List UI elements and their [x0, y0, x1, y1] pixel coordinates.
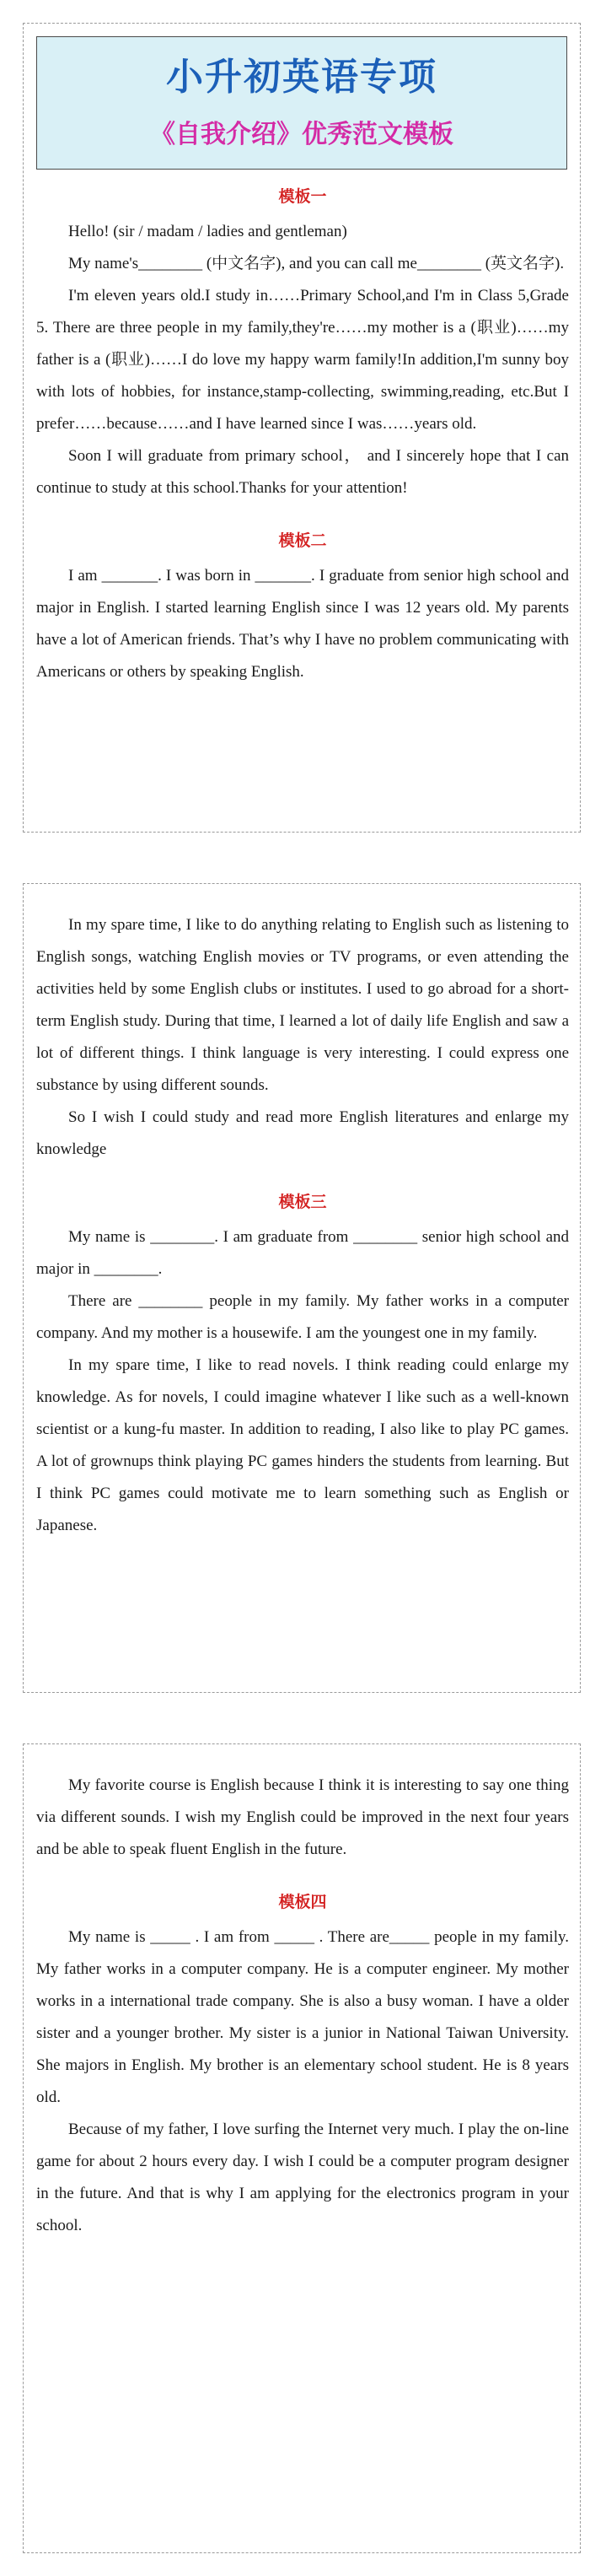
section-gap: [36, 504, 569, 528]
page-1-content: [36, 184, 569, 688]
template-3-paragraph: My name is ________. I am graduate from ________ senior high school and major in ________.: [36, 1228, 569, 1278]
page-2: [23, 883, 581, 1693]
template-4-paragraph: My name is _____ . I am from _____ . There are_____ people in my family. My father works in a computer company. He is a computer engineer. My mother works in a international trade company. She is also a busy woman. I have a older sister and a younger brother. My sister is a junior in National Taiwan University. She majors in English. My brother is an elementary school student. He is 8 years old.: [36, 1928, 569, 2106]
template-2-paragraph: So I wish I could study and read more English literatures and enlarge my knowledge: [36, 1108, 569, 1158]
template-2-paragraph: I am _______. I was born in _______. I graduate from senior high school and major in English. I started learning English since I was 12 years old. My parents have a lot of American friends. That’s why I have no problem communicating with Americans or others by speaking English.: [36, 567, 569, 681]
page-2-content: [36, 909, 569, 1542]
template-1-paragraph: My name's________ (中文名字), and you can call me________ (英文名字).: [68, 255, 565, 272]
section-gap: [36, 1866, 569, 1889]
template-4-paragraph: Because of my father, I love surfing the Internet very much. I play the on-line game for about 2 hours every day. I wish I could be a computer program designer in the future. And that is why I am applying for the electronics program in your school.: [36, 2121, 569, 2234]
page-subtitle: 《自我介绍》优秀范文模板: [150, 120, 453, 149]
page-title: 小升初英语专项: [166, 56, 437, 99]
template-3-paragraph: My favorite course is English because I think it is interesting to say one thing via different sounds. I wish my English could be improved in the next four years and be able to speak fluent English in the future.: [36, 1776, 569, 1858]
template-2-paragraph: In my spare time, I like to do anything relating to English such as listening to English songs, watching English movies or TV programs, or even attending the activities held by some English clubs or institutes. I used to go abroad for a short- term English study. During that time, I learned a lot of daily life English and saw a lot of different things. I think language is very interesting. I could express one substance by using different sounds.: [36, 916, 569, 1094]
template-1-paragraph: Soon I will graduate from primary school， and I sincerely hope that I can continue to study at this school.Thanks for your attention!: [36, 447, 569, 497]
template-1-paragraph: I'm eleven years old.I study in……Primary School,and I'm in Class 5,Grade 5. There are three people in my family,they're……my mother is a (职业)……my father is a (职业)……I do love my happy warm family!In addition,I'm sunny boy with lots of hobbies, for instance,stamp-collecting, swimming,reading, etc.But I prefer……because……and I have learned since I was……years old.: [36, 287, 569, 433]
template-3-heading: 模板三: [278, 1193, 327, 1211]
section-gap: [36, 1166, 569, 1189]
template-4-heading: 模板四: [278, 1893, 327, 1911]
page-3-content: [36, 1770, 569, 2242]
page-1: [23, 23, 581, 833]
template-2-heading: 模板二: [278, 531, 327, 550]
page-3: [23, 1743, 581, 2553]
template-1-heading: 模板一: [278, 187, 327, 206]
template-1-paragraph: Hello! (sir / madam / ladies and gentleman): [68, 223, 347, 240]
template-3-paragraph: In my spare time, I like to read novels. I think reading could enlarge my knowledge. As for novels, I could imagine whatever I like such as a well-known scientist or a kung-fu master. In addition to reading, I also like to play PC games. A lot of grownups think playing PC games hinders the students from learning. But I think PC games could motivate me to learn something such as English or Japanese.: [36, 1356, 569, 1534]
title-banner: [36, 36, 567, 170]
template-3-paragraph: There are ________ people in my family. My father works in a computer company. And my mother is a housewife. I am the youngest one in my family.: [36, 1292, 569, 1342]
